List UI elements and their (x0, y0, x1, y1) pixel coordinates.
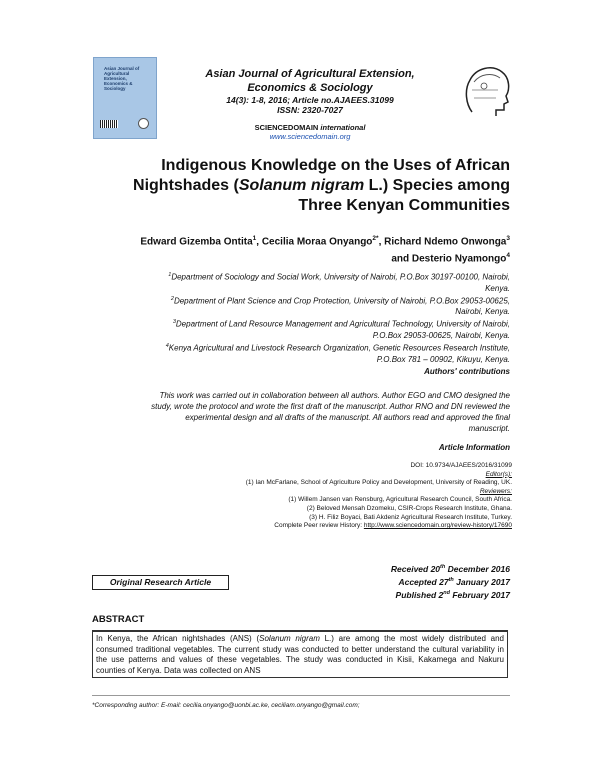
contributions-heading: Authors' contributions (424, 367, 510, 376)
abstract-heading: ABSTRACT (92, 614, 145, 625)
issn: ISSN: 2320-7027 (277, 105, 343, 115)
issue-info: 14(3): 1-8, 2016; Article no.AJAEES.31099 (226, 95, 394, 105)
journal-masthead (180, 67, 440, 141)
barcode-icon (100, 120, 118, 128)
journal-cover-image (93, 57, 157, 139)
abstract-text: In Kenya, the African nightshades (ANS) (Solanum nigram L.) are among the most widely distributed and consumed traditional vegetables. The current study was conducted to better understand the cultural variability in the use patterns and values of these vegetables. The study was conducted in Kisii, Kakamega and Nakuru counties of Kenya. Data was collected on ANS (92, 630, 508, 678)
editor: (1) Ian McFarlane, School of Agriculture Policy and Development, University of Reading, UK. (245, 479, 512, 487)
published-date: Published 2nd February 2017 (395, 589, 510, 600)
article-information-heading: Article Information (438, 443, 510, 452)
corresponding-author-footnote: *Corresponding author: E-mail: cecilia.onyango@uonbi.ac.ke, ceciliam.onyango@gmail.com; (92, 702, 360, 709)
affiliation: $^3$Department of Land Resource Management and Agricultural Technology, University of Nairobi, P.O.Box 29053-00625, Nairobi, Kenya. (172, 319, 510, 340)
affiliation: $^2$Department of Plant Science and Crop Protection, University of Nairobi, P.O.Box 29053-00625, Nairobi, Kenya. (170, 295, 510, 317)
article-type-box: Original Research Article (92, 575, 229, 590)
footnote-divider (92, 695, 510, 696)
author-name: Cecilia Moraa Onyango (261, 236, 373, 248)
journal-name-line2: Economics & Sociology (247, 82, 373, 94)
author-name: and Desterio Nyamongo (391, 253, 507, 265)
affiliation: $^1$Department of Sociology and Social Work, University of Nairobi, P.O.Box 30197-00100, Nairobi, Kenya. (168, 272, 510, 293)
reviewers-label: Reviewers: (479, 487, 512, 495)
author-name: Richard Ndemo Onwonga (384, 236, 507, 248)
received-date: Received 20th December 2016 (390, 563, 510, 574)
author-name: Edward Gizemba Ontita (140, 236, 253, 248)
article-information: DOI: 10.9734/AJAEES/2016/31099 Editor(s): (1) Ian McFarlane, School of Agriculture Policy and Development, University of Reading, UK. Reviewers: (1) Willem Jansen van Rensburg, Agricultural Research Council, South Africa. (2) Beloved Mensah Dzomeku, CSIR-Crops Research Institute, Ghana. (3) H. Filiz Boyaci, Bati Akdeniz Agricultural Research Institute, Turkey. Complete Peer review History: http://www.sciencedomain.org/review-history/17690 (150, 462, 512, 531)
head-profile-logo-icon (458, 60, 512, 118)
publication-dates (350, 562, 510, 600)
publisher-website-link[interactable]: www.sciencedomain.org (269, 132, 351, 141)
reviewer: (3) H. Filiz Boyaci, Bati Akdeniz Agricultural Research Institute, Turkey. (309, 513, 512, 521)
editors-label: Editor(s): (485, 470, 512, 478)
accepted-date: Accepted 27th January 2017 (398, 576, 510, 587)
reviewer: (1) Willem Jansen van Rensburg, Agricultural Research Council, South Africa. (288, 496, 512, 504)
doi: DOI: 10.9734/AJAEES/2016/31099 (410, 462, 512, 469)
paper-title: Indigenous Knowledge on the Uses of African Nightshades (Solanum nigram L.) Species among Three Kenyan Communities (133, 157, 510, 214)
cover-title: Asian Journal of Agricultural Extension, Economics & Sociology (104, 66, 140, 91)
publisher: SCIENCEDOMAIN international (254, 123, 366, 132)
review-history-link[interactable]: http://www.sciencedomain.org/review-history/17690 (363, 522, 512, 530)
publisher-logo-icon (138, 118, 149, 129)
affiliations (92, 270, 510, 365)
journal-name-line1: Asian Journal of Agricultural Extension, (205, 68, 415, 80)
affiliation: $^4$Kenya Agricultural and Livestock Research Organization, Genetic Resources Research Institute, P.O.Box 781 – 00902, Kikuyu, Kenya. (165, 342, 510, 364)
contributions-text: This work was carried out in collaboration between all authors. Author EGO and CMO designed the study, wrote the protocol and wrote the first draft of the manuscript. Author RNO and DN reviewed the experimental design and all drafts of the manuscript. All authors read and approved the final manuscript. (151, 391, 510, 433)
reviewer: (2) Beloved Mensah Dzomeku, CSIR-Crops Research Institute, Ghana. (306, 504, 512, 512)
author-list: Edward Gizemba Ontita$^1$, Cecilia Moraa Onyango$^{2*}$, Richard Ndemo Onwonga$^3$ and Desterio Nyamongo$^4$ (140, 235, 510, 265)
